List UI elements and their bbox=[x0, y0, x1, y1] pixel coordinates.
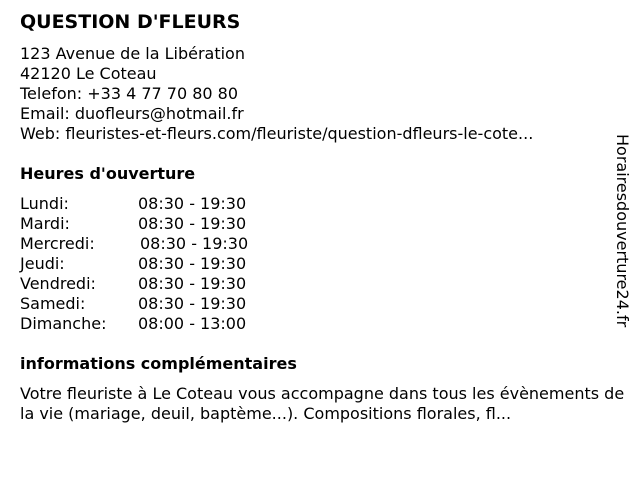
web-line: Web: fleuristes-et-fleurs.com/fleuriste/question-dfleurs-le-cote... bbox=[20, 124, 534, 143]
time-range: 08:30 - 19:30 bbox=[138, 194, 247, 213]
info-heading: informations complémentaires bbox=[20, 354, 297, 373]
day-label: Mardi: bbox=[20, 214, 70, 233]
phone-line: Telefon: +33 4 77 70 80 80 bbox=[20, 84, 239, 103]
time-range: 08:30 - 19:30 bbox=[140, 234, 249, 253]
time-range: 08:00 - 13:00 bbox=[138, 314, 247, 333]
hours-row bbox=[20, 234, 280, 254]
description-text: Votre fleuriste à Le Coteau vous accompagne dans tous les évènements de la vie (mariage, deuil, baptème...). Compositions florales, fl... bbox=[20, 384, 625, 423]
day-label: Lundi: bbox=[20, 194, 69, 213]
contact-block bbox=[20, 44, 533, 144]
time-range: 08:30 - 19:30 bbox=[138, 254, 247, 273]
time-range: 08:30 - 19:30 bbox=[138, 214, 247, 233]
hours-heading: Heures d'ouverture bbox=[20, 164, 196, 183]
day-label: Dimanche: bbox=[20, 314, 107, 333]
address-line-2: 42120 Le Coteau bbox=[20, 64, 157, 83]
hours-row bbox=[20, 274, 280, 294]
time-range: 08:30 - 19:30 bbox=[138, 274, 247, 293]
day-label: Samedi: bbox=[20, 294, 86, 313]
hours-row bbox=[20, 294, 280, 314]
hours-row bbox=[20, 254, 280, 274]
day-label: Mercredi: bbox=[20, 234, 95, 253]
business-name: QUESTION D'FLEURS bbox=[20, 11, 241, 33]
hours-row bbox=[20, 214, 280, 234]
hours-row bbox=[20, 314, 280, 334]
day-label: Jeudi: bbox=[20, 254, 65, 273]
day-label: Vendredi: bbox=[20, 274, 96, 293]
hours-row bbox=[20, 194, 280, 214]
site-watermark: Horairesdouverture24.fr bbox=[613, 134, 632, 328]
time-range: 08:30 - 19:30 bbox=[138, 294, 247, 313]
hours-table bbox=[20, 194, 280, 334]
address-line-1: 123 Avenue de la Libération bbox=[20, 44, 245, 63]
email-line: Email: duofleurs@hotmail.fr bbox=[20, 104, 244, 123]
